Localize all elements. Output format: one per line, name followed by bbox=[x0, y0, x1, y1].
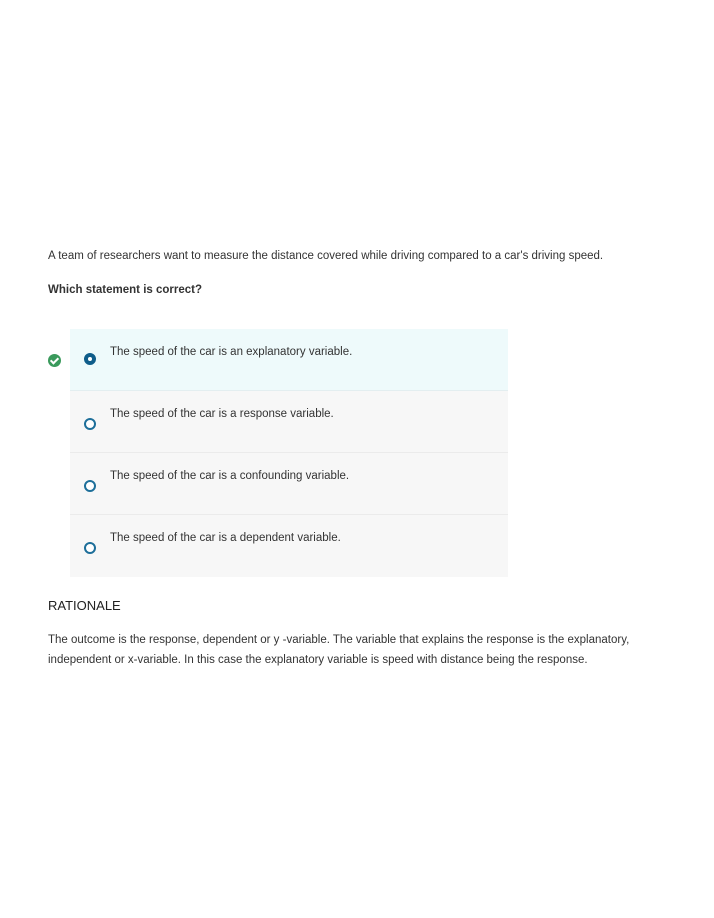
rationale-heading: RATIONALE bbox=[48, 598, 121, 613]
rationale-text: The outcome is the response, dependent or y -variable. The variable that explains the response is the explanatory, independent or x-variable. In this case the explanatory variable is speed with distance being the response. bbox=[48, 634, 630, 666]
answer-option-label: The speed of the car is an explanatory variable. bbox=[110, 346, 353, 358]
answer-option-dependent[interactable] bbox=[70, 515, 508, 577]
radio-unselected-icon[interactable] bbox=[84, 480, 96, 492]
answer-option-response[interactable] bbox=[70, 391, 508, 453]
answer-option-label: The speed of the car is a dependent variable. bbox=[110, 532, 341, 544]
check-circle-icon bbox=[48, 354, 61, 367]
question-prompt: Which statement is correct? bbox=[48, 284, 203, 296]
answer-option-confounding[interactable] bbox=[70, 453, 508, 515]
question-text: A team of researchers want to measure the distance covered while driving compared to a car's driving speed. bbox=[48, 250, 604, 262]
answer-options bbox=[70, 329, 508, 577]
answer-option-label: The speed of the car is a response variable. bbox=[110, 408, 334, 420]
answer-option-label: The speed of the car is a confounding variable. bbox=[110, 470, 350, 482]
answer-option-explanatory[interactable] bbox=[70, 329, 508, 391]
radio-unselected-icon[interactable] bbox=[84, 542, 96, 554]
radio-unselected-icon[interactable] bbox=[84, 418, 96, 430]
radio-selected-icon[interactable] bbox=[84, 353, 96, 365]
